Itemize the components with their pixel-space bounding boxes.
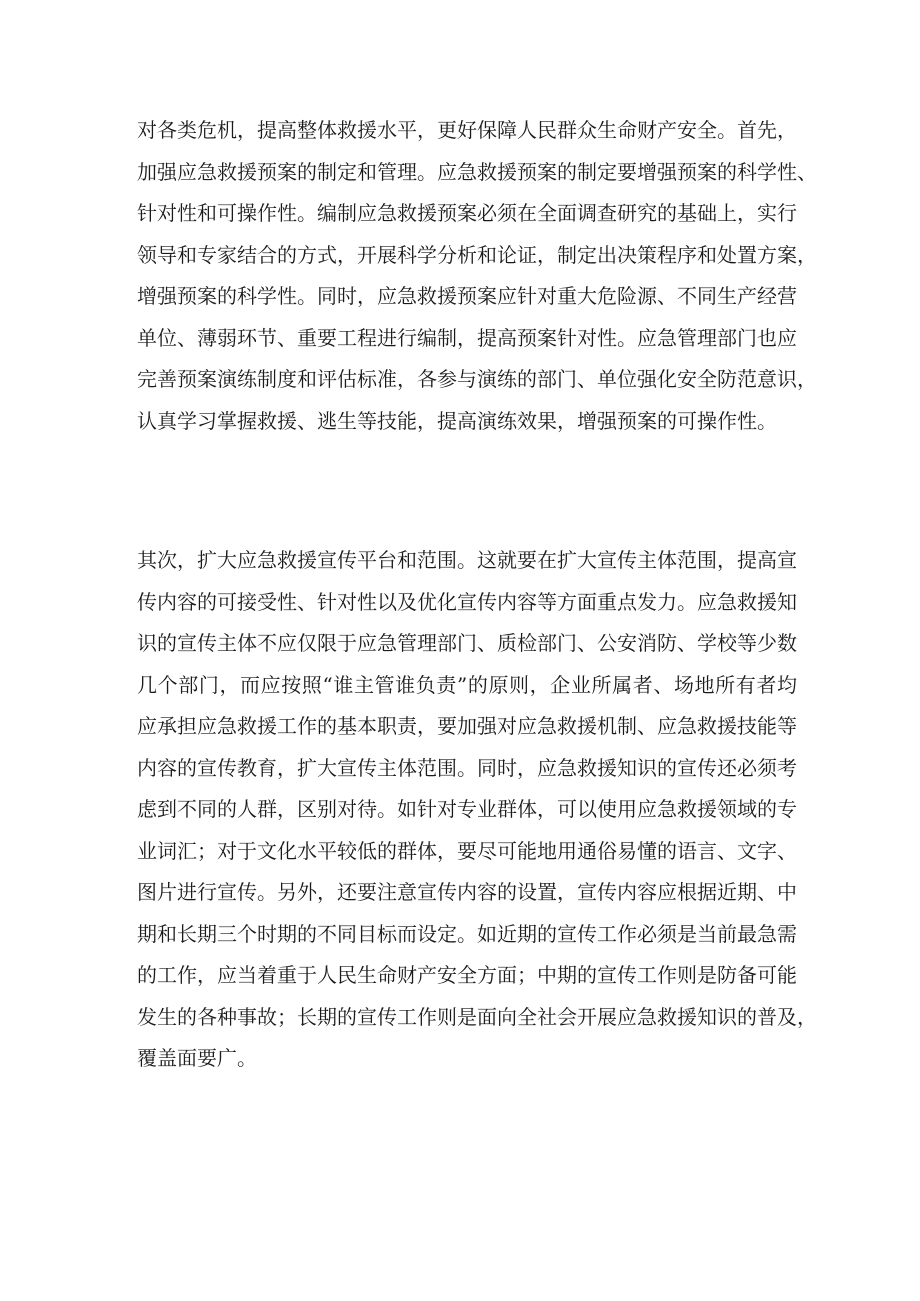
paragraph-crisis-response-plans [137, 110, 817, 442]
text-line: 发生的各种事故；长期的宣传工作则是面向全社会开展应急救援知识的普及， [137, 1004, 817, 1029]
text-line: 其次，扩大应急救援宣传平台和范围。这就要在扩大宣传主体范围，提高宣 [137, 548, 797, 572]
text-line: 期和长期三个时期的不同目标而设定。如近期的宣传工作必须是当前最急需 [137, 921, 797, 946]
text-line: 传内容的可接受性、针对性以及优化宣传内容等方面重点发力。应急救援知 [137, 589, 797, 614]
text-line: 的工作，应当着重于人民生命财产安全方面；中期的宣传工作则是防备可能 [137, 963, 797, 987]
text-line: 业词汇；对于文化水平较低的群体，要尽可能地用通俗易懂的语言、文字、 [137, 838, 797, 863]
text-line: 完善预案演练制度和评估标准，各参与演练的部门、单位强化安全防范意识， [137, 367, 817, 391]
text-line: 虑到不同的人群，区别对待。如针对专业群体，可以使用应急救援领域的专 [137, 797, 797, 821]
text-line: 单位、薄弱环节、重要工程进行编制，提高预案针对性。应急管理部门也应 [137, 325, 797, 350]
text-line: 识的宣传主体不应仅限于应急管理部门、质检部门、公安消防、学校等少数 [137, 631, 797, 655]
text-line: 针对性和可操作性。编制应急救援预案必须在全面调查研究的基础上，实行 [137, 201, 797, 225]
paragraph-publicity-platform [137, 540, 817, 1080]
text-line: 几个部门，而应按照“谁主管谁负责”的原则，企业所属者、场地所有者均 [137, 672, 797, 697]
text-line: 加强应急救援预案的制定和管理。应急救援预案的制定要增强预案的科学性、 [137, 159, 817, 184]
text-line: 图片进行宣传。另外，还要注意宣传内容的设置，宣传内容应根据近期、中 [137, 880, 797, 904]
text-line: 领导和专家结合的方式，开展科学分析和论证，制定出决策程序和处置方案， [137, 242, 817, 267]
text-line: 增强预案的科学性。同时，应急救援预案应针对重大危险源、不同生产经营 [137, 284, 797, 308]
text-line: 内容的宣传教育，扩大宣传主体范围。同时，应急救援知识的宣传还必须考 [137, 755, 797, 780]
text-line: 覆盖面要广。 [137, 1046, 257, 1070]
text-line: 认真学习掌握救援、逃生等技能，提高演练效果，增强预案的可操作性。 [137, 408, 777, 433]
text-line: 对各类危机，提高整体救援水平，更好保障人民群众生命财产安全。首先， [137, 118, 797, 142]
text-line: 应承担应急救援工作的基本职责，要加强对应急救援机制、应急救援技能等 [137, 714, 797, 738]
